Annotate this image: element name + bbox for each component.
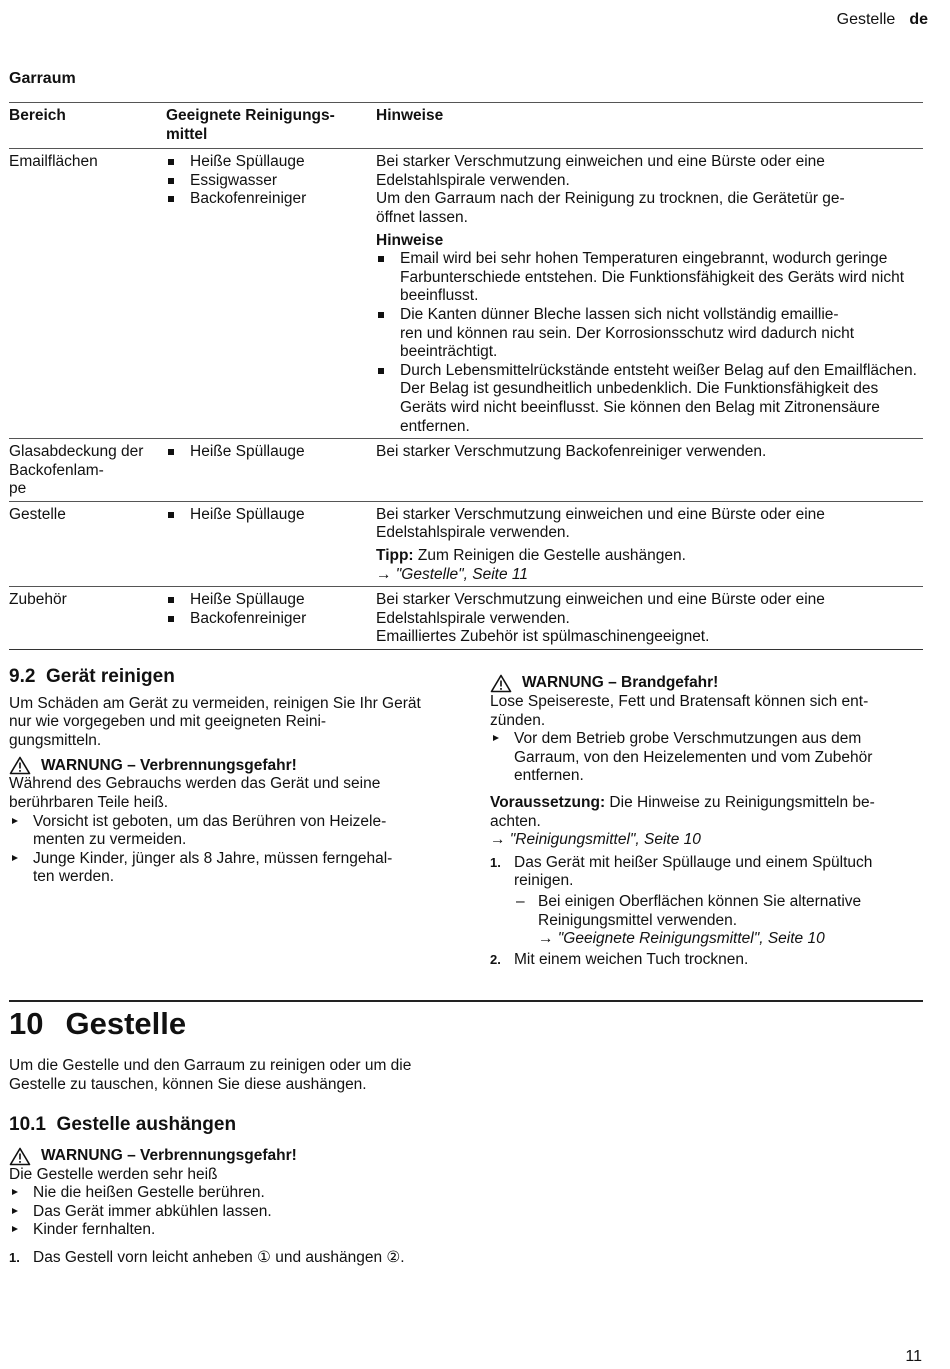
- note-text: Bei starker Verschmutzung einweichen und eine Bürste oder eine Edelstahlspirale verwenden.: [376, 505, 825, 542]
- col-header-agents: Geeignete Reinigungs- mittel: [166, 107, 335, 143]
- cell-notes: [376, 439, 923, 502]
- list-item: Kinder fernhalten.: [9, 1221, 449, 1240]
- step-text: Das Gerät mit heißer Spüllauge und einem Spültuch reinigen.: [514, 853, 873, 890]
- section-title: Gerät reinigen: [45, 666, 175, 687]
- list-item: Heiße Spüllauge: [166, 443, 376, 462]
- step-item: [490, 951, 922, 970]
- table-row: [9, 149, 923, 439]
- warning-text: Während des Gebrauchs werden das Gerät und seine berührbaren Teile heiß.: [9, 775, 381, 811]
- header-section: Gestelle: [836, 11, 896, 28]
- chapter-rule: [9, 1000, 923, 1002]
- step-text: Mit einem weichen Tuch trocknen.: [514, 950, 749, 968]
- cell-area: Zubehör: [9, 591, 67, 609]
- cell-agents: [166, 439, 376, 502]
- step-number: 1.: [9, 1249, 20, 1265]
- section-number: 10.1: [9, 1114, 46, 1135]
- col-header-notes: Hinweise: [376, 107, 444, 124]
- cell-agents: [166, 149, 376, 439]
- list-item: Durch Lebensmittelrückstände entsteht weißer Belag auf den Emailflächen. Der Belag ist gesundheitlich unbedenklich. Die Funktionsfähigkeit des Geräts wird nicht beeinflusst. Sie können den Belag mit Zitronensäure entfernen.: [376, 362, 923, 436]
- section-10-1: [9, 1116, 449, 1268]
- warning-heading: [9, 1147, 449, 1166]
- warning-text: Lose Speisereste, Fett und Bratensaft können sich ent- zünden.: [490, 693, 869, 729]
- warning-title: WARNUNG – Verbrennungsgefahr!: [41, 756, 297, 774]
- list-item: Backofenreiniger: [166, 190, 376, 209]
- step-item: [490, 854, 922, 949]
- chapter-number: 10: [9, 1006, 44, 1041]
- note-text: Bei starker Verschmutzung einweichen und eine Bürste oder eine Edelstahlspirale verwenden.: [376, 153, 825, 189]
- cell-agents: [166, 501, 376, 586]
- list-item: Das Gerät immer abkühlen lassen.: [9, 1203, 449, 1222]
- warning-triangle-icon: [9, 1147, 31, 1166]
- header-lang: de: [909, 11, 928, 28]
- page-number: 11: [905, 1348, 922, 1365]
- step-number: 1.: [490, 854, 501, 870]
- cell-notes: [376, 587, 923, 650]
- cell-area: Gestelle: [9, 505, 66, 523]
- list-item: Vorsicht ist geboten, um das Berühren von Heizele- menten zu vermeiden.: [9, 813, 439, 850]
- chapter-title: Gestelle: [65, 1006, 187, 1041]
- running-header: [837, 11, 928, 29]
- cell-area: Emailflächen: [9, 153, 98, 171]
- prerequisite-body: Die Hinweise zu Reinigungsmitteln be- achten.: [490, 793, 875, 830]
- note-text: Um den Garraum nach der Reinigung zu trocknen, die Gerätetür ge- öffnet lassen.: [376, 190, 845, 226]
- cell-notes: [376, 149, 923, 439]
- list-item: Vor dem Betrieb grobe Verschmutzungen aus dem Garraum, von den Heizelementen und vom Zubehör entfernen.: [490, 730, 922, 786]
- chapter-intro: [9, 1057, 449, 1094]
- table-header-row: [9, 103, 923, 149]
- list-item: Junge Kinder, jünger als 8 Jahre, müssen ferngehal- ten werden.: [9, 850, 439, 887]
- section-heading: [9, 1116, 449, 1135]
- list-item: Email wird bei sehr hohen Temperaturen eingebrannt, wodurch geringe Farbunterschiede entstehen. Die Funktionsfähigkeit des Geräts wird nicht beeinflusst.: [376, 250, 923, 306]
- intro-text: Um Schäden am Gerät zu vermeiden, reinigen Sie Ihr Gerät nur wie vorgegeben und mit geeigneten Reini- gungsmitteln.: [9, 694, 421, 749]
- section-heading: [9, 668, 439, 687]
- tip-body: Zum Reinigen die Gestelle aushängen.: [413, 547, 686, 565]
- note-subtitle: Hinweise: [376, 231, 444, 249]
- warning-triangle-icon: [490, 674, 512, 693]
- table-row: [9, 439, 923, 502]
- warning-text: Die Gestelle werden sehr heiß: [9, 1165, 218, 1183]
- cell-area: Glasabdeckung der Backofenlam- pe: [9, 443, 144, 498]
- tip-text: [376, 547, 923, 566]
- section-number: 9.2: [9, 666, 36, 687]
- list-item: Essigwasser: [166, 172, 376, 191]
- table-caption: Garraum: [9, 70, 76, 87]
- right-column: [490, 674, 922, 969]
- list-item: Nie die heißen Gestelle berühren.: [9, 1184, 449, 1203]
- step-text: Das Gestell vorn leicht anheben ① und aushängen ②.: [33, 1248, 405, 1266]
- list-item: Heiße Spüllauge: [166, 591, 376, 610]
- chapter-heading: [9, 1006, 186, 1042]
- cell-agents: [166, 587, 376, 650]
- warning-heading: [9, 756, 439, 775]
- note-text: Bei starker Verschmutzung einweichen und eine Bürste oder eine Edelstahlspirale verwenden.: [376, 591, 825, 627]
- step-number: 2.: [490, 951, 501, 967]
- section-9-2: [9, 668, 439, 887]
- sub-item-text: Bei einigen Oberflächen können Sie alternative Reinigungsmittel verwenden.: [538, 892, 862, 929]
- step-item: [9, 1249, 449, 1268]
- list-item: Heiße Spüllauge: [166, 506, 376, 525]
- list-item: Heiße Spüllauge: [166, 153, 376, 172]
- cross-reference-link[interactable]: → "Gestelle", Seite 11: [376, 565, 529, 583]
- col-header-area: Bereich: [9, 107, 66, 124]
- warning-title: WARNUNG – Verbrennungsgefahr!: [41, 1146, 297, 1164]
- cell-notes: [376, 501, 923, 586]
- table-row: [9, 501, 923, 586]
- section-title: Gestelle aushängen: [56, 1114, 237, 1135]
- note-text: Bei starker Verschmutzung Backofenreiniger verwenden.: [376, 443, 767, 461]
- cross-reference-link[interactable]: → "Reinigungsmittel", Seite 10: [490, 831, 701, 849]
- cross-reference-link[interactable]: → "Geeignete Reinigungsmittel", Seite 10: [538, 930, 825, 948]
- prerequisite-text: [490, 794, 922, 831]
- prerequisite-label: Voraussetzung:: [490, 793, 606, 811]
- warning-triangle-icon: [9, 756, 31, 775]
- list-item: Backofenreiniger: [166, 610, 376, 629]
- note-text: Emailliertes Zubehör ist spülmaschinengeeignet.: [376, 628, 710, 646]
- tip-label: Tipp:: [376, 547, 414, 565]
- sub-item: [514, 893, 922, 949]
- cleaning-table: [9, 102, 923, 650]
- warning-title: WARNUNG – Brandgefahr!: [522, 674, 719, 692]
- table-row: [9, 587, 923, 650]
- warning-heading: [490, 674, 922, 693]
- list-item: Die Kanten dünner Bleche lassen sich nicht vollständig emaillie- ren und können rau sein. Der Korrosionsschutz wird dadurch nicht beeinträchtigt.: [376, 306, 923, 362]
- intro-text: Um die Gestelle und den Garraum zu reinigen oder um die Gestelle zu tauschen, können Sie diese aushängen.: [9, 1057, 412, 1093]
